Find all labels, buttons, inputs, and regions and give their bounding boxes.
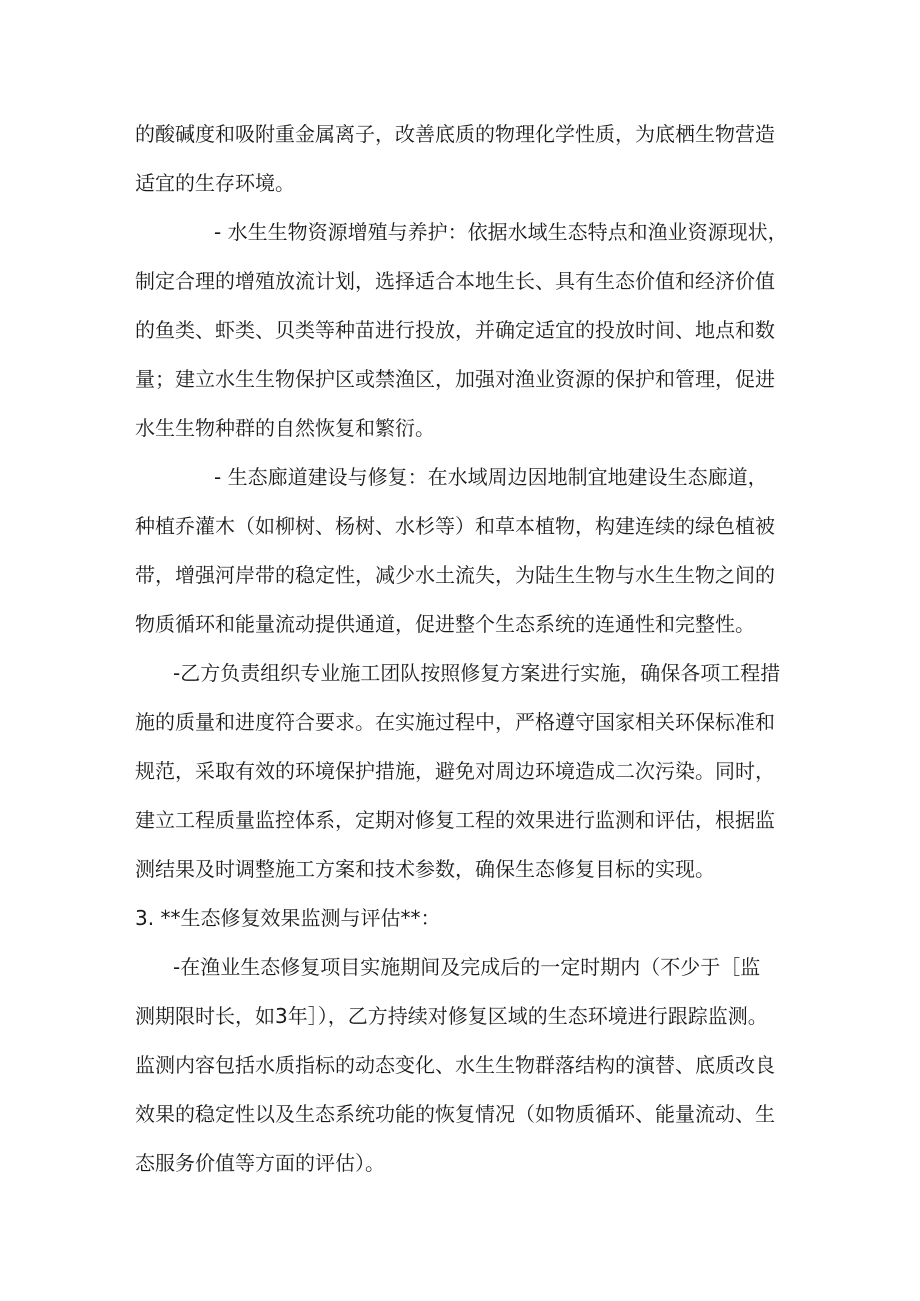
text-line: 种植乔灌木（如柳树、杨树、水杉等）和草本植物，构建连续的绿色植被 (135, 514, 775, 538)
text-line: 的酸碱度和吸附重金属离子，改善底质的物理化学性质，为底栖生物营造 (135, 122, 775, 146)
text-line: - 生态廊道建设与修复：在水域周边因地制宜地建设生态廊道， (214, 465, 768, 489)
text-line: 监测内容包括水质指标的动态变化、水生生物群落结构的演替、底质改良 (135, 1053, 775, 1077)
text-line: 态服务价值等方面的评估）。 (135, 1151, 385, 1175)
text-line: -在渔业生态修复项目实施期间及完成后的一定时期内（不少于［监 (173, 955, 761, 979)
text-line: 效果的稳定性以及生态系统功能的恢复情况（如物质循环、能量流动、生 (135, 1102, 775, 1126)
text-line: 建立工程质量监控体系，定期对修复工程的效果进行监测和评估，根据监 (135, 808, 775, 832)
text-line: 的鱼类、虾类、贝类等种苗进行投放，并确定适宜的投放时间、地点和数 (135, 318, 775, 342)
text-line: 带，增强河岸带的稳定性，减少水土流失，为陆生生物与水生生物之间的 (135, 563, 775, 587)
text-line: - 水生生物资源增殖与养护：依据水域生态特点和渔业资源现状， (214, 220, 788, 244)
text-line: 物质循环和能量流动提供通道，促进整个生态系统的连通性和完整性。 (135, 612, 755, 636)
text-line: 水生生物种群的自然恢复和繁衍。 (135, 416, 435, 440)
text-line: 量；建立水生生物保护区或禁渔区，加强对渔业资源的保护和管理，促进 (135, 367, 775, 391)
text-line: 规范，采取有效的环境保护措施，避免对周边环境造成二次污染。同时， (135, 759, 775, 783)
section-heading: 3. **生态修复效果监测与评估**： (135, 906, 441, 930)
text-line: 制定合理的增殖放流计划，选择适合本地生长、具有生态价值和经济价值 (135, 269, 775, 293)
text-line: 测期限时长，如3年］），乙方持续对修复区域的生态环境进行跟踪监测。 (135, 1004, 768, 1028)
text-line: 施的质量和进度符合要求。在实施过程中，严格遵守国家相关环保标准和 (135, 710, 775, 734)
text-line: -乙方负责组织专业施工团队按照修复方案进行实施，确保各项工程措 (173, 661, 781, 685)
text-line: 适宜的生存环境。 (135, 171, 295, 195)
text-line: 测结果及时调整施工方案和技术参数，确保生态修复目标的实现。 (135, 857, 715, 881)
